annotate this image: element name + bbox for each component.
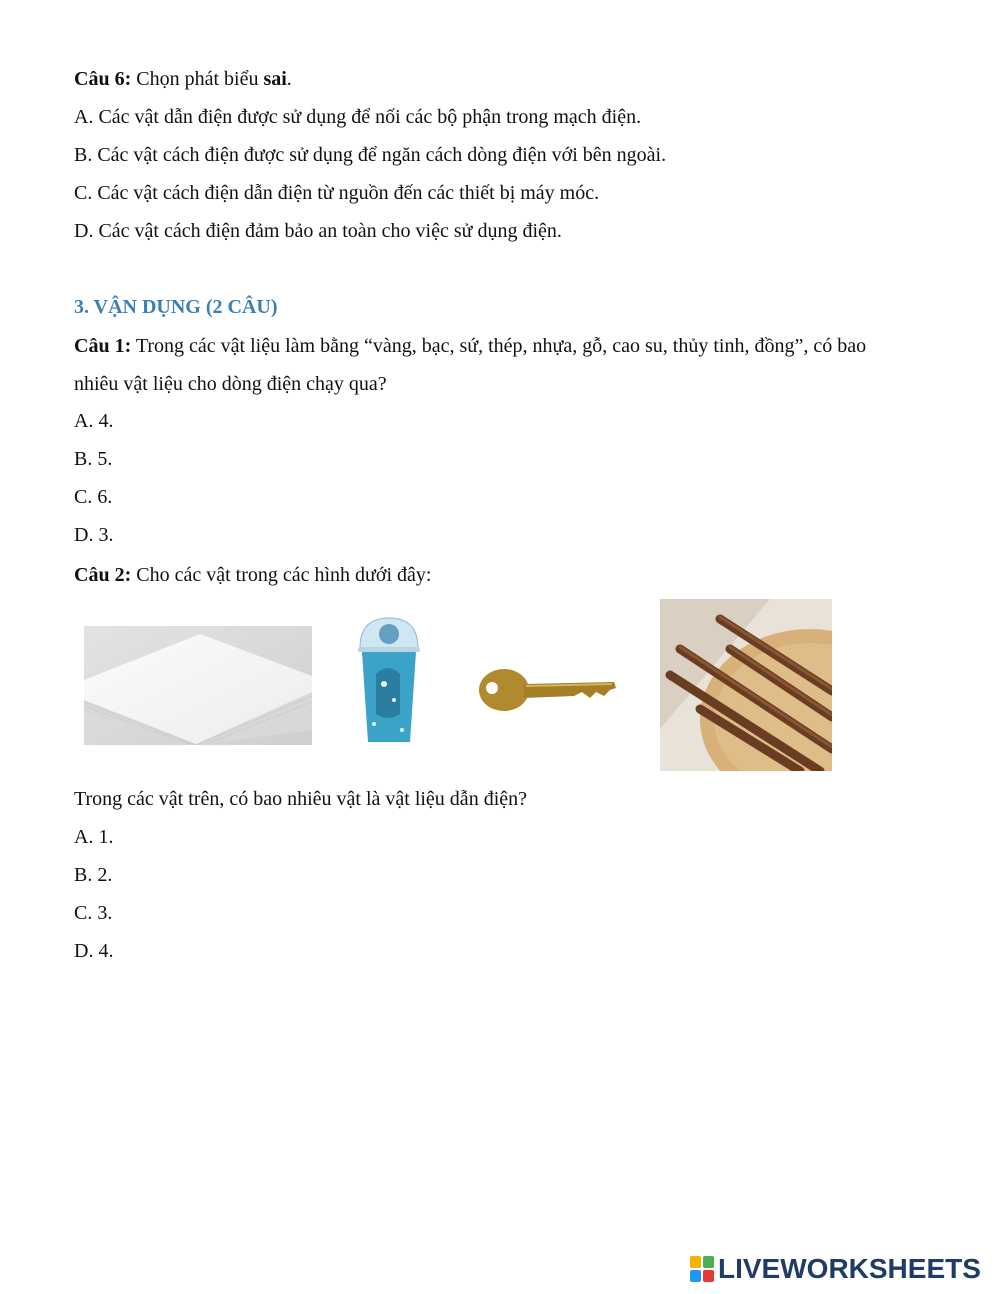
plastic-cup-image [354,614,424,746]
paper-stack-image [84,626,312,745]
q6-stem [74,66,292,92]
q6-text-end: . [286,68,292,90]
q1-label: Câu 1: [74,335,132,357]
q2-option-a: A. 1. [74,826,114,848]
q1-stem-line2: nhiêu vật liệu cho dòng điện chạy qua? [74,373,387,395]
q6-option-a: A. Các vật dẫn điện được sử dụng để nối các bộ phận trong mạch điện. [74,106,642,128]
liveworksheets-logo-icon [690,1256,714,1282]
q2-option-d: D. 4. [74,940,114,962]
q2-text: Cho các vật trong các hình dưới đây: [131,564,432,586]
q2-option-b: B. 2. [74,864,113,886]
q6-emphasis: sai [263,68,287,90]
liveworksheets-logo [690,1254,981,1284]
q1-option-a: A. 4. [74,410,114,432]
q2-stem [74,562,431,588]
liveworksheets-logo-text: LIVEWORKSHEETS [718,1253,981,1284]
brass-key-image [464,640,632,732]
q1-option-c: C. 6. [74,486,113,508]
q6-option-c: C. Các vật cách điện dẫn điện từ nguồn đến các thiết bị máy móc. [74,182,600,204]
wooden-chopsticks-image [660,599,832,771]
q1-option-b: B. 5. [74,448,113,470]
q2-label: Câu 2: [74,564,132,586]
q6-text: Chọn phát biểu [131,68,264,90]
q1-text: Trong các vật liệu làm bằng “vàng, bạc, sứ, thép, nhựa, gỗ, cao su, thủy tinh, đồng”, có bao [131,335,867,357]
section-heading: 3. VẬN DỤNG (2 CÂU) [74,296,278,318]
q1-stem-line1 [74,333,866,359]
q6-label: Câu 6: [74,68,132,90]
q6-option-b: B. Các vật cách điện được sử dụng để ngăn cách dòng điện với bên ngoài. [74,144,667,166]
q6-option-d: D. Các vật cách điện đảm bảo an toàn cho việc sử dụng điện. [74,220,562,242]
q2-option-c: C. 3. [74,902,113,924]
q1-option-d: D. 3. [74,524,114,546]
q2-followup: Trong các vật trên, có bao nhiêu vật là vật liệu dẫn điện? [74,788,527,810]
